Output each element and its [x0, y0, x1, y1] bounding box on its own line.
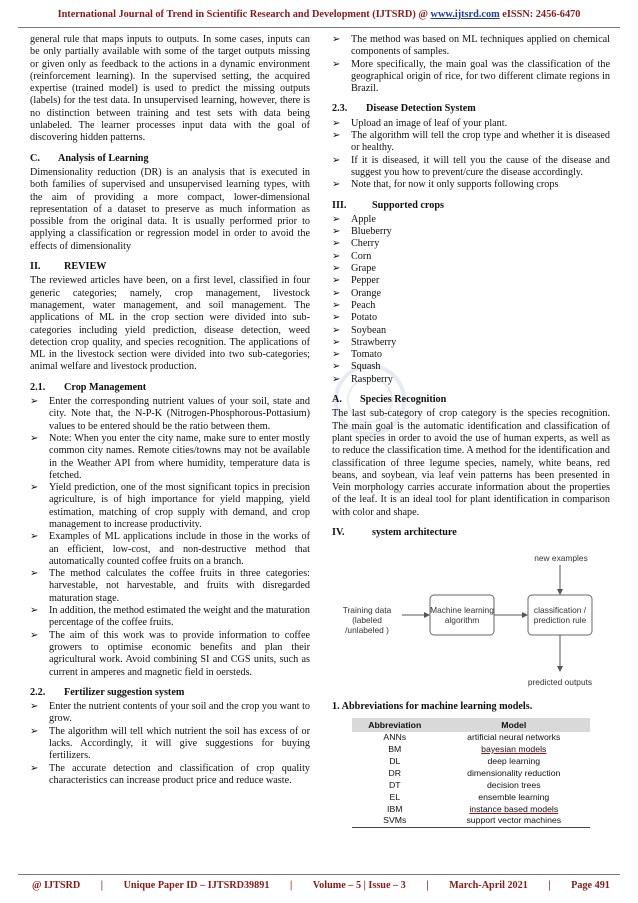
supported-crops-list: [332, 214, 610, 386]
list-item: ➢ Note: When you enter the city name, make sure to enter mostly common city names. Remote cities/towns may not be available in the Weather API from where humidity, temperature data is fetched.: [30, 433, 310, 482]
section-2-2-heading: 2.2. Fertilizer suggestion system: [30, 686, 185, 698]
list-item: ➢ Upload an image of leaf of your plant.: [332, 118, 610, 130]
classification-label: classification / prediction rule: [533, 605, 587, 626]
system-architecture-diagram: [332, 545, 610, 695]
page-footer: [32, 880, 610, 891]
right-column: [332, 34, 610, 828]
section-iii-heading: III. Supported crops: [332, 199, 444, 211]
table-row: SVMs support vector machines: [352, 815, 590, 827]
header-rule: [18, 27, 620, 28]
list-item: ➢ The accurate detection and classification of crop quality characteristics can increase product price and reduce waste.: [30, 763, 310, 788]
list-item: ➢ Yield prediction, one of the most significant topics in precision agriculture, is of high importance for yield mapping, yield estimation, matching of crop supply with demand, and crop management to increase productivity.: [30, 482, 310, 531]
table-row: BM bayesian models: [388, 744, 547, 755]
section-c-heading: C. Analysis of Learning: [30, 152, 149, 164]
left-column: [30, 34, 310, 787]
section-a-heading: A. Species Recognition: [332, 394, 447, 406]
list-item: ➢ Examples of ML applications include in those in the works of an efficient, low-cost, and non-destructive method that automatically counted coffee fruits on a branch.: [30, 531, 310, 568]
list-item: ➢ More specifically, the main goal was the classification of the geographical origin of rice, for two different climate regions in Brazil.: [332, 59, 610, 96]
footer-separator: |: [100, 880, 104, 891]
disease-detection-list: [332, 118, 610, 192]
ml-algorithm-label: Machine learning algorithm: [430, 605, 494, 626]
section-ii-text: The reviewed articles have been, on a first level, classified in four generic categories; namely, crop management, livestock management, water management, and soil management. The applications of ML in the crop section were divided into sub-categories including yield prediction, disease detection, weed detection crop quality, and species recognition. The applications of ML in the livestock section were divided into two sub-categories; animal welfare and livestock production.: [30, 275, 310, 373]
crop-item: ➢ Grape: [332, 263, 610, 275]
predicted-outputs-label: predicted outputs: [527, 677, 593, 688]
rice-method-list: [332, 34, 610, 95]
crop-item: ➢ Soybean: [332, 325, 610, 337]
list-item: ➢ The aim of this work was to provide information to coffee growers to optimise economic benefits and plan their agricultural work. Avoid combining SI and CGS units, such as current in amperes and magnetic field in oersteds.: [30, 630, 310, 679]
footer-paper-id: Unique Paper ID – IJTSRD39891: [123, 880, 270, 891]
journal-website-link[interactable]: www.ijtsrd.com: [430, 9, 500, 20]
new-examples-label: new examples: [534, 553, 588, 564]
crop-management-list: [30, 396, 310, 679]
table-row: ANNs artificial neural networks: [383, 732, 561, 743]
crop-item: ➢ Cherry: [332, 238, 610, 250]
fertilizer-list: [30, 701, 310, 787]
list-item: ➢ Enter the corresponding nutrient values of your soil, state and city. Note that, the N-P-K (Nitrogen-Phosphorous-Pottasium) values to be entered should be the ratio between them.: [30, 396, 310, 433]
table-header-row: [352, 718, 590, 732]
footer-page-number: Page 491: [571, 880, 610, 891]
header-issn: eISSN: 2456-6470: [499, 9, 581, 20]
section-c-text: Dimensionality reduction (DR) is an analysis that is executed in both families of supervised and unsupervised learning types, with the aim of providing a more compact, lower-dimensional representation of a dataset to preserve as much information as possible from the original data. It is usually performed prior to applying a classification or regression model in order to avoid the effects of dimensionality: [30, 166, 310, 252]
crop-item: ➢ Potato: [332, 312, 610, 324]
footer-separator: |: [426, 880, 429, 891]
list-item: ➢ The algorithm will tell which nutrient the soil has excess of or lacks. Accordingly, it will give suggestions for buying fertilizers.: [30, 726, 310, 763]
list-item: ➢ The method was based on ML techniques applied on chemical components of samples.: [332, 34, 610, 59]
footer-separator: |: [548, 880, 551, 891]
intro-paragraph: general rule that maps inputs to outputs. In some cases, inputs can be only partially available with some of the target outputs missing or given only as feedback to the actions in a dynamic environment (reinforcement learning). In the supervised setting, the acquired expertise (trained model) is used to predict the missing outputs (labels) for the test data. In unsupervised learning, however, there is no distinction between training and test sets with data being unlabeled. The learner processes input data with the goal of discovering hidden patterns.: [30, 34, 310, 144]
abbreviations-table: [352, 718, 590, 828]
list-item: ➢ In addition, the method estimated the weight and the maturation percentage of the coffee fruits.: [30, 605, 310, 630]
table-row: DL deep learning: [389, 756, 541, 767]
header-text: International Journal of Trend in Scientific Research and Development (IJTSRD) @: [57, 9, 431, 20]
crop-item: ➢ Pepper: [332, 275, 610, 287]
table-row: DT decision trees: [388, 779, 541, 790]
footer-journal: @ IJTSRD: [32, 880, 81, 891]
crop-item: ➢ Orange: [332, 288, 610, 300]
section-2-3-heading: 2.3. Disease Detection System: [332, 103, 476, 115]
footer-date: March-April 2021: [449, 880, 528, 891]
table-row: DR dimensionality reduction: [388, 767, 561, 778]
footer-volume: Volume – 5 | Issue – 3: [312, 880, 406, 891]
table-row: EL ensemble learning: [389, 791, 550, 802]
training-data-label: Training data (labeled /unlabeled ): [342, 605, 392, 636]
crop-item: ➢ Tomato: [332, 349, 610, 361]
column-header: Model: [438, 718, 590, 732]
crop-item: ➢ Apple: [332, 214, 610, 226]
section-iv-heading: IV. system architecture: [332, 526, 457, 538]
list-item: ➢ The method calculates the coffee fruits in three categories: harvestable, not harvestable, and fruits with disregarded maturation stage.: [30, 568, 310, 605]
section-ii-heading: II. REVIEW: [30, 261, 107, 273]
crop-item: ➢ Corn: [332, 251, 610, 263]
list-item: ➢ Enter the nutrient contents of your soil and the crop you want to grow.: [30, 701, 310, 726]
list-item: ➢ The algorithm will tell the crop type and whether it is diseased or healthy.: [332, 130, 610, 155]
list-item: ➢ Note that, for now it only supports following crops: [332, 179, 610, 191]
footer-separator: |: [289, 880, 293, 891]
crop-item: ➢ Peach: [332, 300, 610, 312]
column-header: Abbreviation: [352, 718, 438, 732]
crop-item: ➢ Squash: [332, 361, 610, 373]
footer-rule: [18, 874, 620, 875]
table-caption: 1. Abbreviations for machine learning models.: [332, 701, 533, 713]
species-recognition-text: The last sub-category of crop category is the species recognition. The main goal is the automatic identification and classification of plant species in order to avoid the use of human experts, as well as to reduce the classification time. A method for the identification and classification of three legume species, namely, white beans, red beans, and soybean, via leaf vein patterns has been presented in Vein morphology carries accurate information about the properties of the leaf. It is an ideal tool for plant identification in comparison with color and shape.: [332, 408, 610, 518]
crop-item: ➢ Strawberry: [332, 337, 610, 349]
crop-item: ➢ Blueberry: [332, 226, 610, 238]
journal-header: [0, 9, 638, 20]
crop-item: ➢ Raspberry: [332, 374, 610, 386]
section-2-1-heading: 2.1. Crop Management: [30, 381, 147, 393]
list-item: ➢ If it is diseased, it will tell you the cause of the disease and suggest you how to prevent/cure the disease accordingly.: [332, 155, 610, 180]
table-row: IBM instance based models: [387, 803, 559, 814]
